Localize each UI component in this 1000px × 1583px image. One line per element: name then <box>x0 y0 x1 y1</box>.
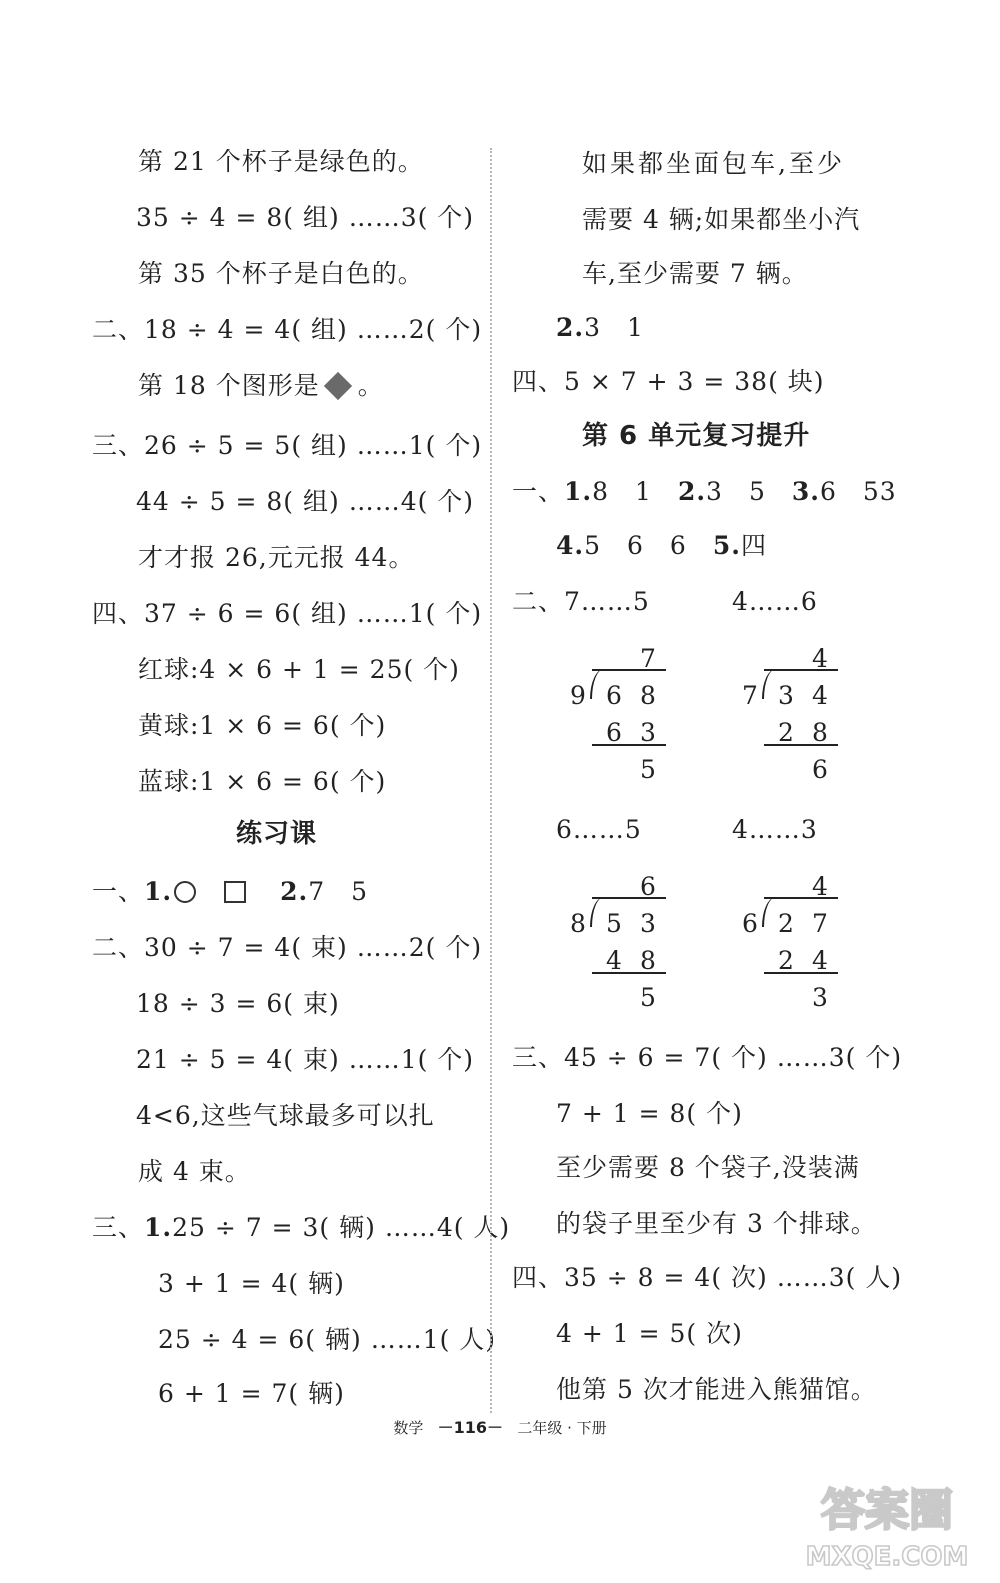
circle-shape-icon <box>174 881 196 903</box>
svg-text:MXQE.COM: MXQE.COM <box>805 1542 969 1572</box>
answer-line <box>92 314 482 346</box>
equation: 26 ÷ 5 = 5( 组) ……1( 个) <box>144 431 483 460</box>
dividend-digit: 2 <box>778 909 794 938</box>
answer-line: 44 ÷ 5 = 8( 组) ……4( 个) <box>136 487 475 516</box>
section-title: 练习课 <box>236 819 318 849</box>
remainder: 5 <box>640 983 656 1012</box>
item-number: 5. <box>712 531 741 560</box>
question-label: 四、 <box>92 599 145 628</box>
division-bar <box>592 897 666 899</box>
equation: 45 ÷ 6 = 7( 个) ……3( 个) <box>564 1043 903 1072</box>
answer-line: 的袋子里至少有 3 个排球。 <box>556 1209 877 1238</box>
answer-line: 6 + 1 = 7( 辆) <box>158 1379 345 1408</box>
diamond-shape-icon <box>324 372 352 400</box>
product-digit: 2 <box>778 718 794 747</box>
column-divider <box>490 148 492 1413</box>
product-digit: 4 <box>606 946 622 975</box>
equation: 25 ÷ 7 = 3( 辆) ……4( 人) <box>172 1213 511 1242</box>
answer-line: 3 + 1 = 4( 辆) <box>158 1269 345 1298</box>
answer-line <box>92 876 368 908</box>
square-shape-icon <box>224 881 246 903</box>
answer-line: 第 35 个杯子是白色的。 <box>138 259 424 288</box>
item-number: 3. <box>791 477 820 506</box>
answer-line: 车,至少需要 7 辆。 <box>582 259 808 288</box>
answer-text: 6 53 <box>819 477 897 506</box>
long-division <box>738 872 858 1022</box>
answer-text: 3 5 <box>706 477 792 506</box>
answer-line: 成 4 束。 <box>138 1157 251 1186</box>
item-number: 1. <box>564 477 593 506</box>
question-label: 三、 <box>512 1043 565 1072</box>
answer-line: 需要 4 辆;如果都坐小汽 <box>582 205 861 234</box>
answer-line: 35 ÷ 4 = 8( 组) ……3( 个) <box>136 203 475 232</box>
answer-line <box>556 312 644 344</box>
division-result: 7……5 <box>564 587 650 616</box>
answer-line <box>512 1262 902 1294</box>
quotient: 7 <box>640 644 656 673</box>
dividend-digit: 3 <box>778 681 794 710</box>
svg-text:答案圈: 答案圈 <box>821 1485 953 1536</box>
division-bar <box>592 669 666 671</box>
answer-text: 8 1 <box>592 477 678 506</box>
question-label: 三、 <box>92 1213 145 1242</box>
divisor: 8 <box>570 909 586 938</box>
answer-text: 四 <box>740 531 767 560</box>
divisor: 6 <box>742 909 758 938</box>
item-number: 1. <box>144 1213 173 1242</box>
section-title: 第 6 单元复习提升 <box>582 421 811 451</box>
dividend-digit: 6 <box>606 681 622 710</box>
answer-line: 红球:4 × 6 + 1 = 25( 个) <box>138 655 460 684</box>
answer-line <box>512 366 825 398</box>
dividend-digit: 7 <box>812 909 828 938</box>
subtraction-line <box>764 972 838 974</box>
answer-line: 7 + 1 = 8( 个) <box>556 1099 743 1128</box>
answer-line: 才才报 26,元元报 44。 <box>138 543 415 572</box>
question-label: 二、 <box>92 315 145 344</box>
answer-line: 他第 5 次才能进入熊猫馆。 <box>556 1375 877 1404</box>
long-division <box>566 872 686 1022</box>
question-label: 三、 <box>92 431 145 460</box>
remainder: 5 <box>640 755 656 784</box>
equation: 5 × 7 + 3 = 38( 块) <box>564 367 825 396</box>
answer-line: 至少需要 8 个袋子,没装满 <box>556 1153 860 1182</box>
dividend-digit: 3 <box>640 909 656 938</box>
division-result: 6……5 <box>556 815 642 844</box>
answer-line <box>512 586 650 618</box>
answer-line: 21 ÷ 5 = 4( 束) ……1( 个) <box>136 1045 475 1074</box>
product-digit: 3 <box>640 718 656 747</box>
answer-line: 第 21 个杯子是绿色的。 <box>138 147 424 176</box>
answer-line: 4 + 1 = 5( 次) <box>556 1319 743 1348</box>
question-label: 一、 <box>512 477 565 506</box>
question-label: 二、 <box>512 587 565 616</box>
product-digit: 6 <box>606 718 622 747</box>
item-number: 2. <box>280 877 309 906</box>
item-number: 2. <box>677 477 707 506</box>
answer-line: 25 ÷ 4 = 6( 辆) ……1( 人) <box>158 1325 497 1354</box>
item-number: 2. <box>556 313 585 342</box>
answer-line <box>92 932 482 964</box>
equation: 35 ÷ 8 = 4( 次) ……3( 人) <box>564 1263 903 1292</box>
answer-text: 3 1 <box>584 313 644 342</box>
answer-line <box>138 370 384 402</box>
watermark-logo <box>792 1473 982 1573</box>
page-number: －116－ <box>437 1418 504 1437</box>
item-number: 4. <box>556 531 585 560</box>
footer-subject: 数学 <box>393 1419 424 1437</box>
question-label: 四、 <box>512 367 565 396</box>
quotient: 4 <box>812 644 828 673</box>
equation: 37 ÷ 6 = 6( 组) ……1( 个) <box>144 599 483 628</box>
remainder: 6 <box>812 755 828 784</box>
answer-line: 4<6,这些气球最多可以扎 <box>136 1101 435 1130</box>
subtraction-line <box>592 744 666 746</box>
division-result: 4……3 <box>732 815 818 844</box>
subtraction-line <box>592 972 666 974</box>
item-number: 1. <box>144 877 173 906</box>
product-digit: 8 <box>640 946 656 975</box>
answer-line <box>556 530 767 562</box>
answer-text: 第 18 个图形是 <box>138 371 320 400</box>
answer-line: 蓝球:1 × 6 = 6( 个) <box>138 767 387 796</box>
footer-grade: 二年级 · 下册 <box>517 1419 607 1437</box>
dividend-digit: 8 <box>640 681 656 710</box>
division-result: 4……6 <box>732 587 818 616</box>
divisor: 9 <box>570 681 586 710</box>
answer-line <box>92 598 482 630</box>
question-label: 二、 <box>92 933 145 962</box>
answer-text: 。 <box>357 371 384 400</box>
question-label: 一、 <box>92 877 145 906</box>
answer-line <box>92 430 482 462</box>
answer-line <box>92 1212 510 1244</box>
answer-line: 如果都坐面包车,至少 <box>582 149 845 178</box>
dividend-digit: 5 <box>606 909 622 938</box>
answer-text: 5 6 6 <box>584 531 713 560</box>
subtraction-line <box>764 744 838 746</box>
divisor: 7 <box>742 681 758 710</box>
product-digit: 2 <box>778 946 794 975</box>
equation: 18 ÷ 4 = 4( 组) ……2( 个) <box>144 315 483 344</box>
page-footer <box>0 1418 1000 1438</box>
remainder: 3 <box>812 983 828 1012</box>
long-division <box>738 644 858 794</box>
question-label: 四、 <box>512 1263 565 1292</box>
quotient: 6 <box>640 872 656 901</box>
product-digit: 4 <box>812 946 828 975</box>
division-bar <box>764 669 838 671</box>
dividend-digit: 4 <box>812 681 828 710</box>
answer-line <box>512 1042 902 1074</box>
answer-text: 7 5 <box>308 877 369 906</box>
quotient: 4 <box>812 872 828 901</box>
long-division <box>566 644 686 794</box>
answer-line: 18 ÷ 3 = 6( 束) <box>136 989 340 1018</box>
equation: 30 ÷ 7 = 4( 束) ……2( 个) <box>144 933 483 962</box>
answer-line: 黄球:1 × 6 = 6( 个) <box>138 711 387 740</box>
division-bar <box>764 897 838 899</box>
product-digit: 8 <box>812 718 828 747</box>
answer-line <box>512 476 897 508</box>
